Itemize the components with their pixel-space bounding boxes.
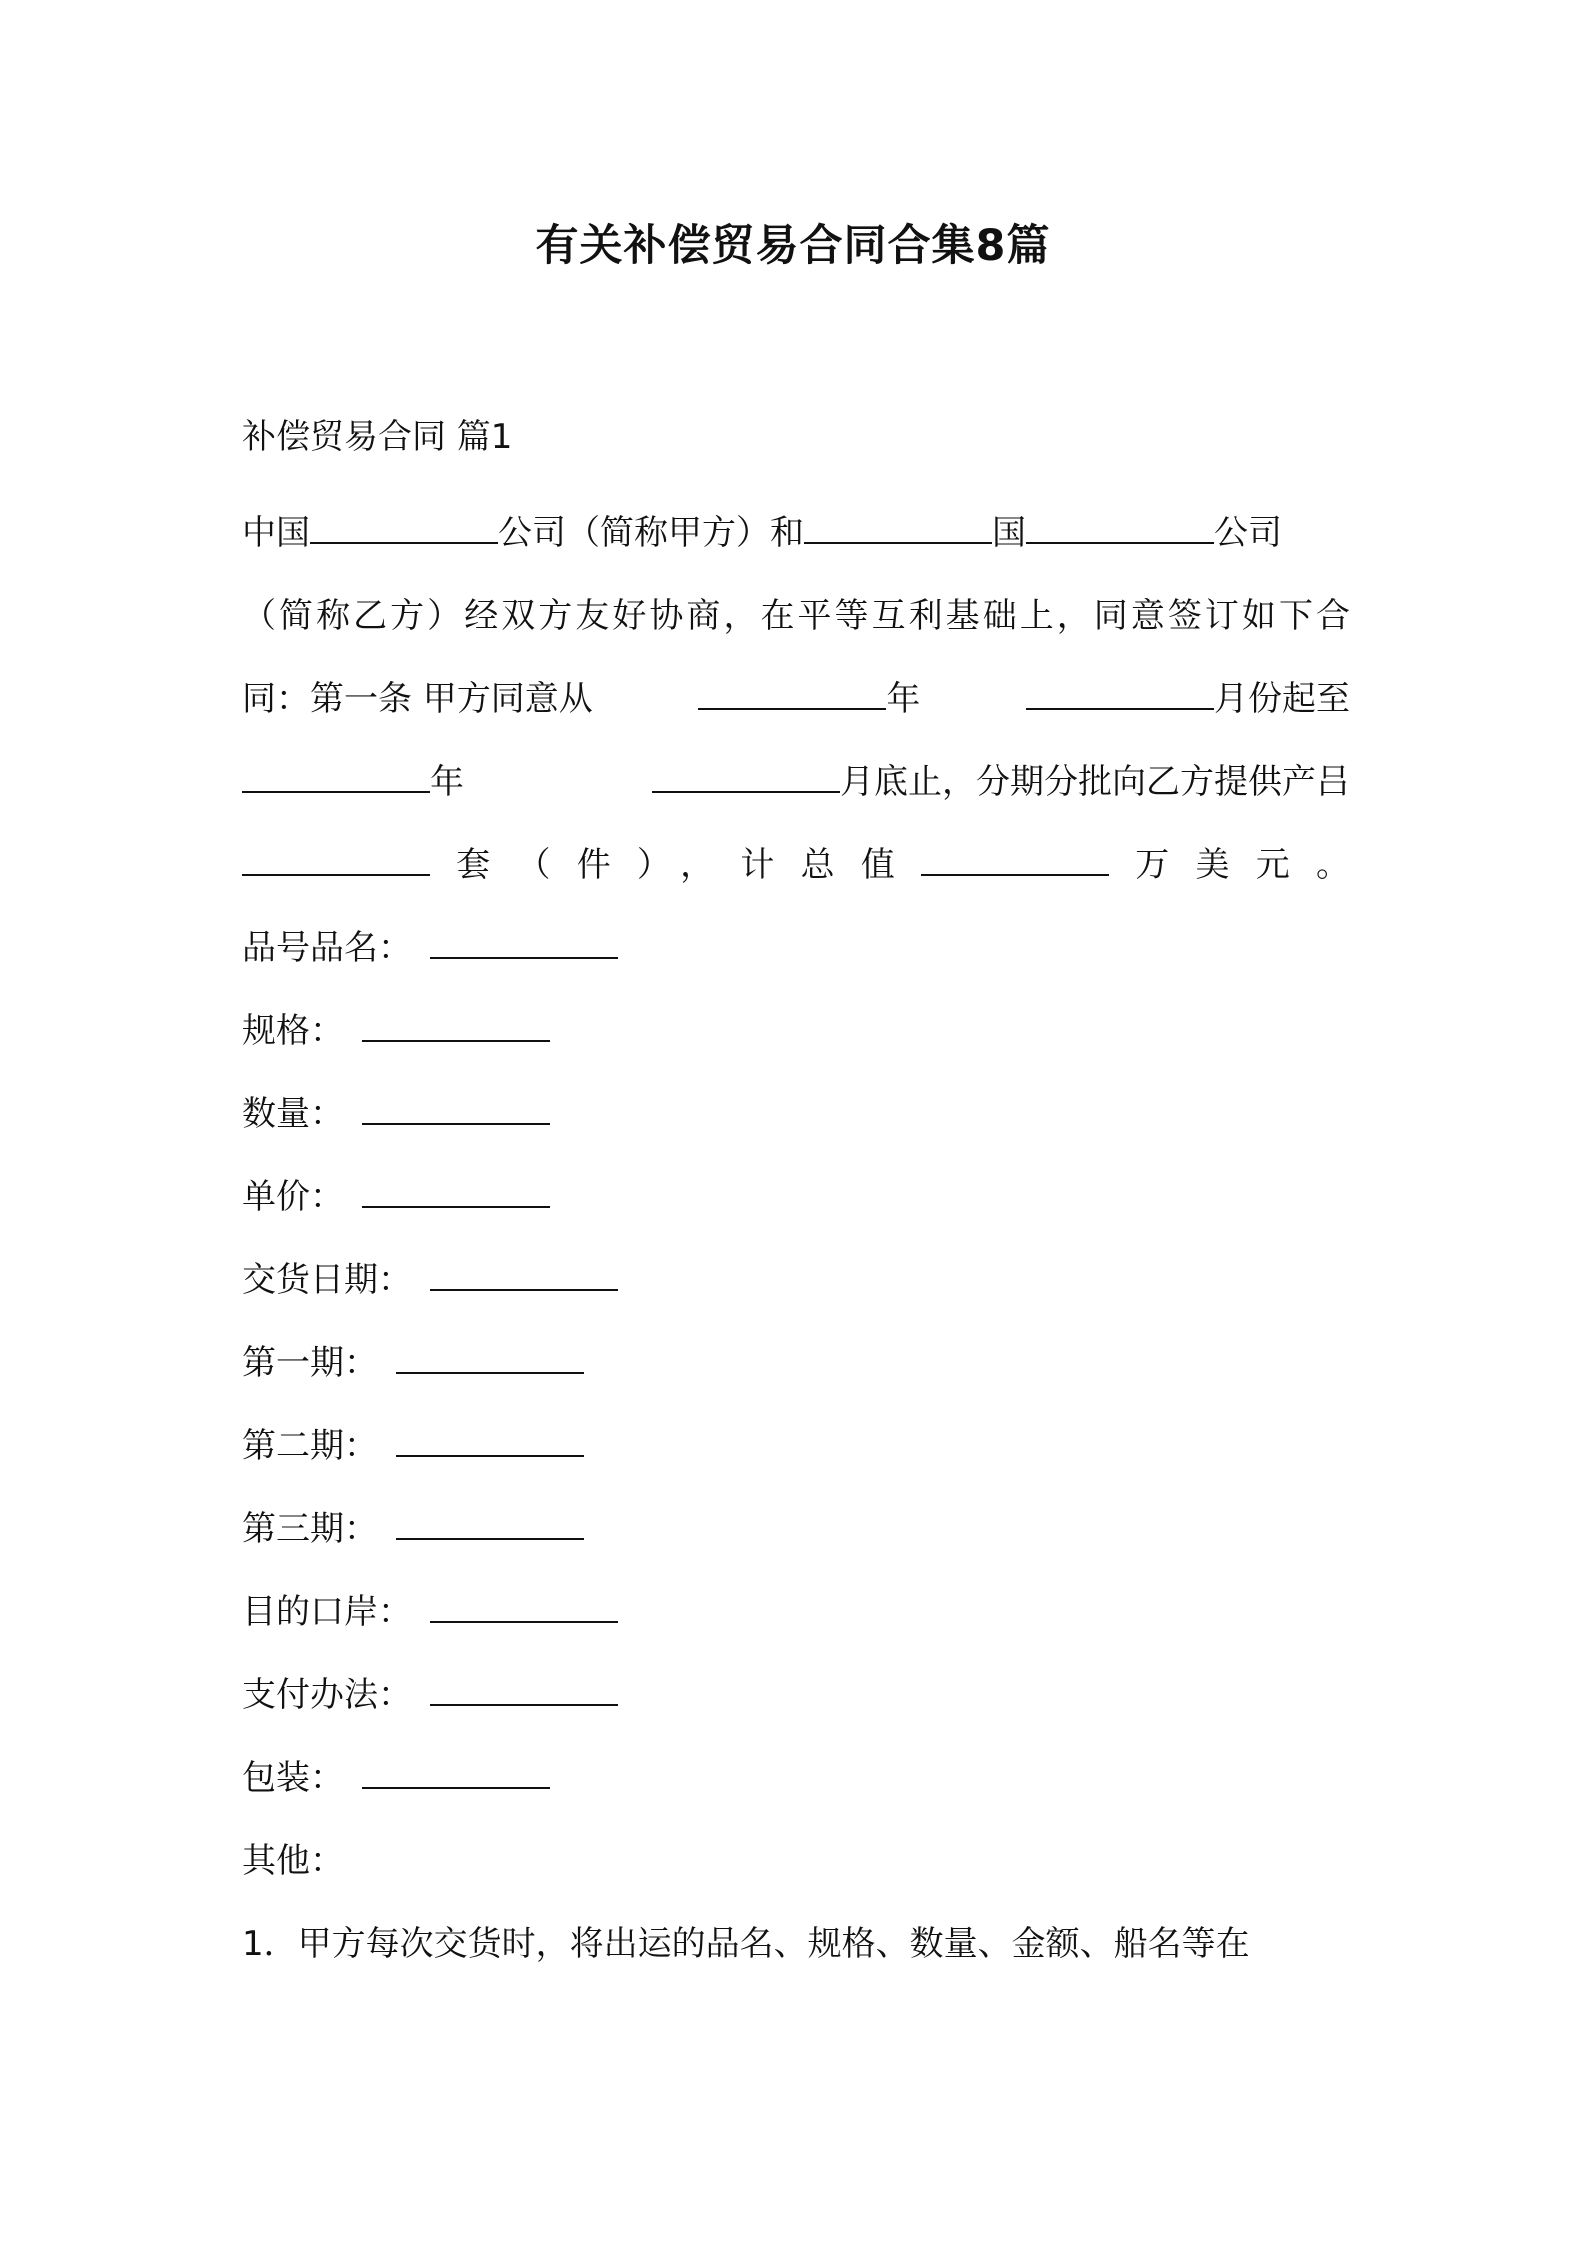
blank-line bbox=[430, 1591, 618, 1623]
blank-line bbox=[310, 512, 498, 544]
intro-text: 万美元。 bbox=[1109, 845, 1351, 885]
intro-text: 公司（简称甲方）和 bbox=[498, 513, 804, 553]
field-row bbox=[242, 1488, 1350, 1571]
field-label: 第三期： bbox=[242, 1509, 378, 1549]
blank-line bbox=[652, 761, 840, 793]
intro-text: 月份起至 bbox=[1214, 679, 1350, 719]
blank-line bbox=[242, 844, 430, 876]
field-row bbox=[242, 1322, 1350, 1405]
field-row bbox=[242, 990, 1350, 1073]
intro-text: 套（件），计总值 bbox=[430, 845, 922, 885]
field-label: 包装： bbox=[242, 1758, 344, 1798]
field-row bbox=[242, 1239, 1350, 1322]
field-label: 目的口岸： bbox=[242, 1592, 412, 1632]
intro-line-5 bbox=[242, 824, 1350, 907]
field-label: 第一期： bbox=[242, 1343, 378, 1383]
intro-text: 年 bbox=[886, 679, 921, 719]
field-row bbox=[242, 1737, 1350, 1820]
field-list bbox=[242, 907, 1350, 1903]
field-label: 数量： bbox=[242, 1094, 344, 1134]
field-row bbox=[242, 1156, 1350, 1239]
clause-1: 1．甲方每次交货时，将出运的品名、规格、数量、金额、船名等在 bbox=[242, 1924, 1250, 1964]
field-label: 支付办法： bbox=[242, 1675, 412, 1715]
blank-line bbox=[921, 844, 1109, 876]
blank-line bbox=[698, 678, 886, 710]
blank-line bbox=[396, 1425, 584, 1457]
intro-line-3 bbox=[242, 658, 1350, 741]
blank-line bbox=[362, 1093, 550, 1125]
blank-line bbox=[396, 1342, 584, 1374]
blank-line bbox=[396, 1508, 584, 1540]
blank-line bbox=[362, 1010, 550, 1042]
field-row bbox=[242, 1405, 1350, 1488]
field-row bbox=[242, 907, 1350, 990]
field-row bbox=[242, 1073, 1350, 1156]
blank-line bbox=[804, 512, 992, 544]
blank-line bbox=[430, 927, 618, 959]
field-row bbox=[242, 1654, 1350, 1737]
intro-paragraph bbox=[242, 492, 1350, 907]
field-label: 规格： bbox=[242, 1011, 344, 1051]
intro-text: 年 bbox=[430, 762, 464, 802]
document-title: 有关补偿贸易合同合集8篇 bbox=[535, 221, 1051, 271]
blank-line bbox=[1026, 512, 1214, 544]
blank-line bbox=[362, 1176, 550, 1208]
field-label: 单价： bbox=[242, 1177, 344, 1217]
intro-text: 月底止，分期分批向乙方提供产吕 bbox=[840, 762, 1350, 802]
intro-text: 国 bbox=[992, 513, 1026, 553]
intro-line-2: （简称乙方）经双方友好协商，在平等互利基础上，同意签订如下合 bbox=[242, 596, 1350, 636]
blank-line bbox=[430, 1674, 618, 1706]
blank-line bbox=[1026, 678, 1214, 710]
section-heading: 补偿贸易合同 篇1 bbox=[242, 417, 513, 457]
intro-text: 中国 bbox=[242, 513, 310, 553]
field-label: 第二期： bbox=[242, 1426, 378, 1466]
intro-text: 同：第一条 甲方同意从 bbox=[242, 679, 593, 719]
field-row bbox=[242, 1571, 1350, 1654]
field-label: 品号品名： bbox=[242, 928, 412, 968]
blank-line bbox=[242, 761, 430, 793]
intro-text: 公司 bbox=[1214, 513, 1282, 553]
blank-line bbox=[362, 1757, 550, 1789]
blank-line bbox=[430, 1259, 618, 1291]
document-body bbox=[242, 410, 1350, 1986]
intro-line-4 bbox=[242, 741, 1350, 824]
intro-line-1 bbox=[242, 492, 1350, 575]
field-label: 交货日期： bbox=[242, 1260, 412, 1300]
other-label: 其他： bbox=[242, 1841, 344, 1881]
